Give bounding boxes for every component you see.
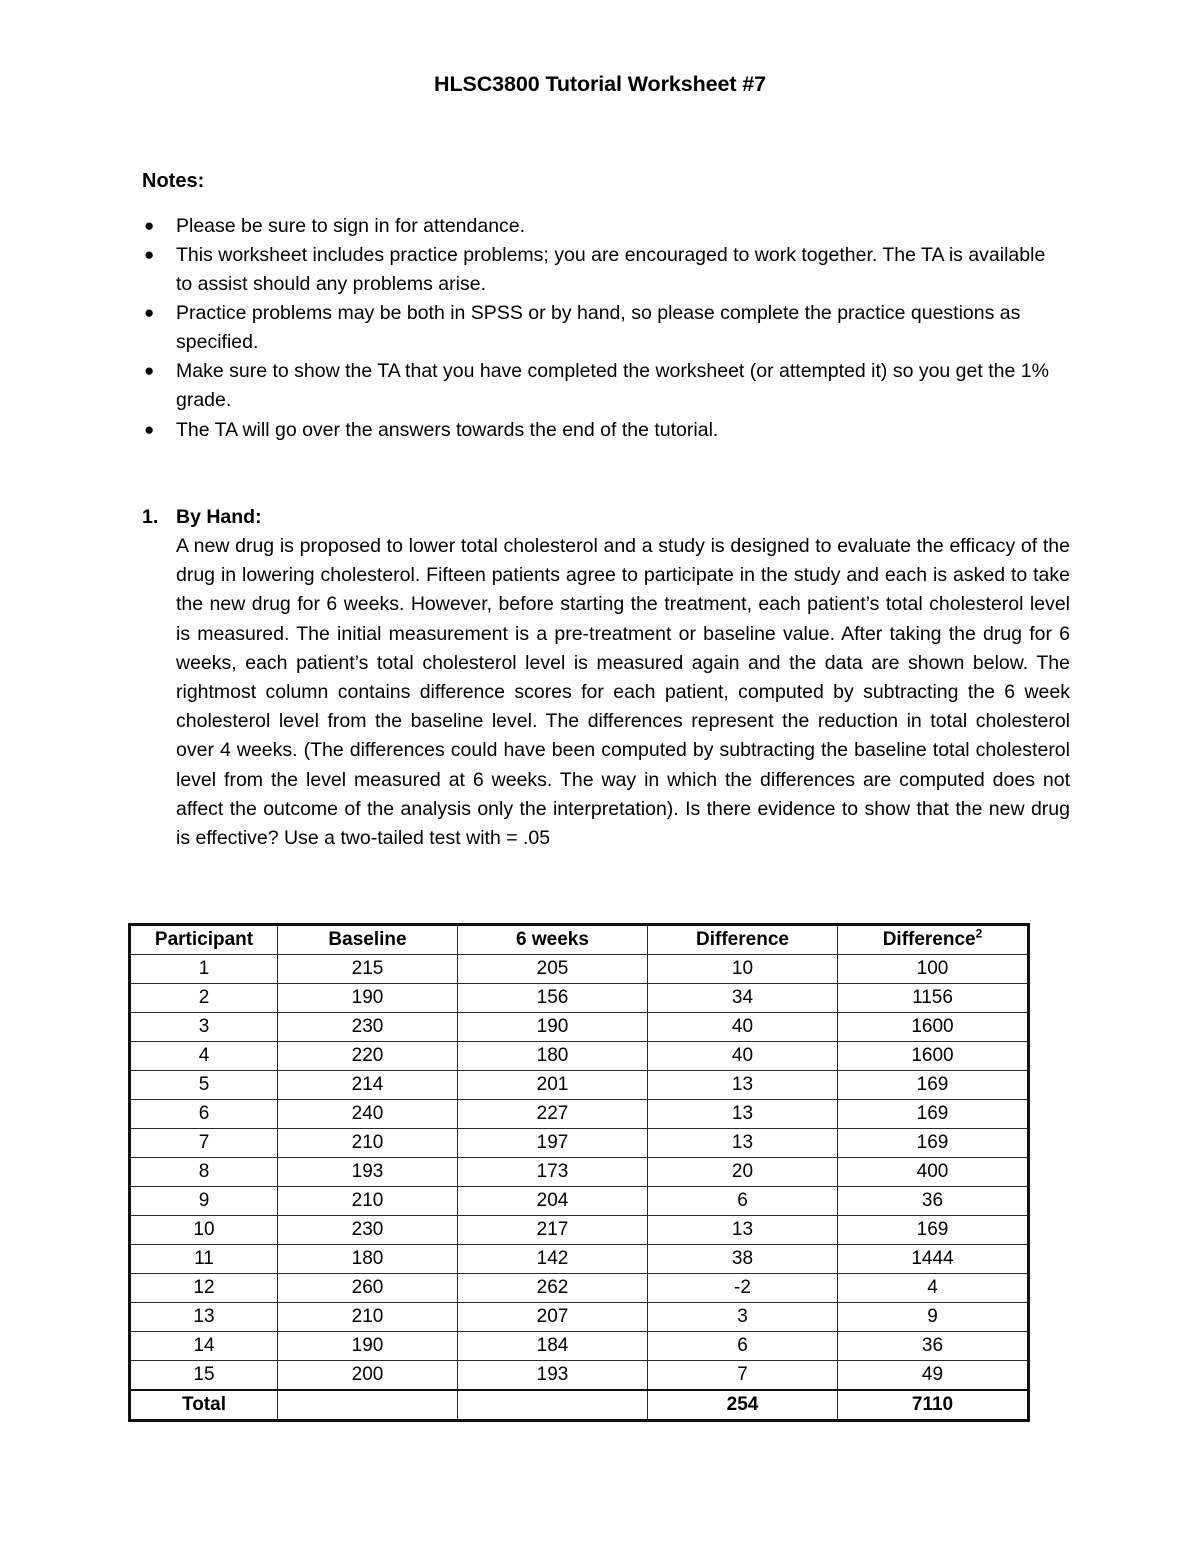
cell-baseline: 210 <box>278 1303 458 1332</box>
note-item-text: This worksheet includes practice problems; you are encouraged to work together. The TA is available to assist should any problems arise. <box>176 244 1046 296</box>
cell-participant: 13 <box>130 1303 278 1332</box>
note-item <box>142 212 1062 241</box>
question-number: 1. <box>142 506 159 528</box>
cell-difference-squared: 169 <box>838 1129 1029 1158</box>
note-item <box>142 416 1062 445</box>
bullet-icon: ● <box>144 361 155 381</box>
cell-six-weeks: 217 <box>458 1216 648 1245</box>
bullet-icon: ● <box>144 216 155 235</box>
cell-participant: 1 <box>130 955 278 984</box>
total-baseline <box>278 1390 458 1421</box>
cell-baseline: 220 <box>278 1042 458 1071</box>
note-item-text: Please be sure to sign in for attendance. <box>176 215 526 237</box>
note-item-text: The TA will go over the answers towards the end of the tutorial. <box>176 418 719 441</box>
cell-six-weeks: 184 <box>458 1332 648 1361</box>
cell-difference-squared: 400 <box>838 1158 1029 1187</box>
cell-difference: 38 <box>648 1245 838 1274</box>
total-six-weeks <box>458 1390 648 1421</box>
column-header-participant: Participant <box>130 925 278 955</box>
cell-difference: 6 <box>648 1187 838 1216</box>
cell-difference: 34 <box>648 984 838 1013</box>
cell-baseline: 210 <box>278 1187 458 1216</box>
table-header-row <box>130 925 1029 955</box>
cell-difference: 10 <box>648 955 838 984</box>
note-item <box>142 299 1062 357</box>
cell-difference: 40 <box>648 1013 838 1042</box>
notes-heading: Notes: <box>142 170 205 192</box>
question-heading-label: By Hand: <box>176 506 262 528</box>
cell-six-weeks: 204 <box>458 1187 648 1216</box>
cell-difference: 40 <box>648 1042 838 1071</box>
question-heading <box>142 503 1070 532</box>
cell-participant: 4 <box>130 1042 278 1071</box>
cell-difference-squared: 1600 <box>838 1013 1029 1042</box>
cell-baseline: 260 <box>278 1274 458 1303</box>
note-item <box>142 241 1062 299</box>
page-title: HLSC3800 Tutorial Worksheet #7 <box>434 72 766 96</box>
cell-six-weeks: 180 <box>458 1042 648 1071</box>
cell-baseline: 180 <box>278 1245 458 1274</box>
cell-baseline: 210 <box>278 1129 458 1158</box>
table-body <box>130 955 1029 1391</box>
note-item-text: Make sure to show the TA that you have completed the worksheet (or attempted it) so you get the 1% grade. <box>176 360 1049 412</box>
difference-squared-exponent: 2 <box>975 926 983 941</box>
table-row <box>130 984 1029 1013</box>
table-row <box>130 1042 1029 1071</box>
cell-difference: -2 <box>648 1274 838 1303</box>
cell-baseline: 200 <box>278 1361 458 1391</box>
cell-participant: 14 <box>130 1332 278 1361</box>
cell-baseline: 193 <box>278 1158 458 1187</box>
cell-difference-squared: 9 <box>838 1303 1029 1332</box>
cell-difference-squared: 169 <box>838 1071 1029 1100</box>
cell-difference-squared: 169 <box>838 1100 1029 1129</box>
table-row <box>130 1332 1029 1361</box>
cell-six-weeks: 193 <box>458 1361 648 1391</box>
cell-difference-squared: 1600 <box>838 1042 1029 1071</box>
cell-participant: 10 <box>130 1216 278 1245</box>
cell-difference-squared: 1444 <box>838 1245 1029 1274</box>
cell-participant: 3 <box>130 1013 278 1042</box>
cell-six-weeks: 173 <box>458 1158 648 1187</box>
column-header-difference-squared <box>838 925 1029 955</box>
cell-six-weeks: 262 <box>458 1274 648 1303</box>
cell-baseline: 230 <box>278 1216 458 1245</box>
question-body: A new drug is proposed to lower total cholesterol and a study is designed to evaluate the efficacy of the drug in lowering cholesterol. Fifteen patients agree to participate in the study and each is asked to take the new drug for 6 weeks. However, before starting the treatment, each patient’s total cholesterol level is measured. The initial measurement is a pre-treatment or baseline value. After taking the drug for 6 weeks, each patient’s total cholesterol level is measured again and the data are shown below. The rightmost column contains difference scores for each patient, computed by subtracting the 6 week cholesterol level from the baseline level. The differences represent the reduction in total cholesterol over 4 weeks. (The differences could have been computed by subtracting the baseline total cholesterol level from the level measured at 6 weeks. The way in which the differences are computed does not affect the outcome of the analysis only the interpretation). Is there evidence to show that the new drug is effective? Use a two-tailed test with = .05 <box>176 535 1070 850</box>
table-row <box>130 955 1029 984</box>
cell-six-weeks: 156 <box>458 984 648 1013</box>
table-row <box>130 1361 1029 1391</box>
cell-participant: 15 <box>130 1361 278 1391</box>
cell-difference: 13 <box>648 1129 838 1158</box>
cell-difference-squared: 4 <box>838 1274 1029 1303</box>
table-row <box>130 1274 1029 1303</box>
table-row <box>130 1071 1029 1100</box>
cell-participant: 8 <box>130 1158 278 1187</box>
cell-participant: 5 <box>130 1071 278 1100</box>
table-row <box>130 1158 1029 1187</box>
cell-difference: 13 <box>648 1100 838 1129</box>
cell-baseline: 190 <box>278 1332 458 1361</box>
total-difference-squared: 7110 <box>838 1390 1029 1421</box>
table-footer <box>130 1390 1029 1421</box>
notes-list <box>142 212 1062 445</box>
cell-six-weeks: 207 <box>458 1303 648 1332</box>
cell-six-weeks: 205 <box>458 955 648 984</box>
cell-participant: 9 <box>130 1187 278 1216</box>
cell-baseline: 240 <box>278 1100 458 1129</box>
cell-baseline: 230 <box>278 1013 458 1042</box>
table-row <box>130 1245 1029 1274</box>
table-row <box>130 1216 1029 1245</box>
cell-participant: 2 <box>130 984 278 1013</box>
table-row <box>130 1100 1029 1129</box>
cell-baseline: 215 <box>278 955 458 984</box>
cell-six-weeks: 197 <box>458 1129 648 1158</box>
table-header <box>130 925 1029 955</box>
column-header-six-weeks: 6 weeks <box>458 925 648 955</box>
cell-six-weeks: 142 <box>458 1245 648 1274</box>
cell-difference: 20 <box>648 1158 838 1187</box>
note-item <box>142 357 1062 415</box>
cell-difference-squared: 169 <box>838 1216 1029 1245</box>
cell-participant: 6 <box>130 1100 278 1129</box>
cell-baseline: 190 <box>278 984 458 1013</box>
cell-difference: 6 <box>648 1332 838 1361</box>
cell-six-weeks: 190 <box>458 1013 648 1042</box>
cell-difference: 7 <box>648 1361 838 1391</box>
cell-six-weeks: 201 <box>458 1071 648 1100</box>
table-row <box>130 1129 1029 1158</box>
cholesterol-data-table <box>128 923 1030 1422</box>
table-row <box>130 1187 1029 1216</box>
cell-difference-squared: 36 <box>838 1187 1029 1216</box>
note-item-text: Practice problems may be both in SPSS or by hand, so please complete the practice questions as specified. <box>176 302 1021 354</box>
bullet-icon: ● <box>144 303 155 323</box>
cell-difference-squared: 49 <box>838 1361 1029 1391</box>
total-difference: 254 <box>648 1390 838 1421</box>
total-label: Total <box>130 1390 278 1421</box>
column-header-baseline: Baseline <box>278 925 458 955</box>
cell-difference: 13 <box>648 1216 838 1245</box>
cell-participant: 7 <box>130 1129 278 1158</box>
table-row <box>130 1013 1029 1042</box>
cell-participant: 12 <box>130 1274 278 1303</box>
table-row <box>130 1303 1029 1332</box>
cell-baseline: 214 <box>278 1071 458 1100</box>
bullet-icon: ● <box>144 245 155 265</box>
bullet-icon: ● <box>144 419 155 439</box>
cell-difference: 3 <box>648 1303 838 1332</box>
question-block <box>142 503 1070 853</box>
cell-difference: 13 <box>648 1071 838 1100</box>
table-total-row <box>130 1390 1029 1421</box>
cell-difference-squared: 36 <box>838 1332 1029 1361</box>
column-header-difference: Difference <box>648 925 838 955</box>
cholesterol-data-table-container <box>128 923 1000 1422</box>
cell-six-weeks: 227 <box>458 1100 648 1129</box>
cell-difference-squared: 100 <box>838 955 1029 984</box>
cell-participant: 11 <box>130 1245 278 1274</box>
difference-squared-base: Difference <box>882 929 976 950</box>
cell-difference-squared: 1156 <box>838 984 1029 1013</box>
